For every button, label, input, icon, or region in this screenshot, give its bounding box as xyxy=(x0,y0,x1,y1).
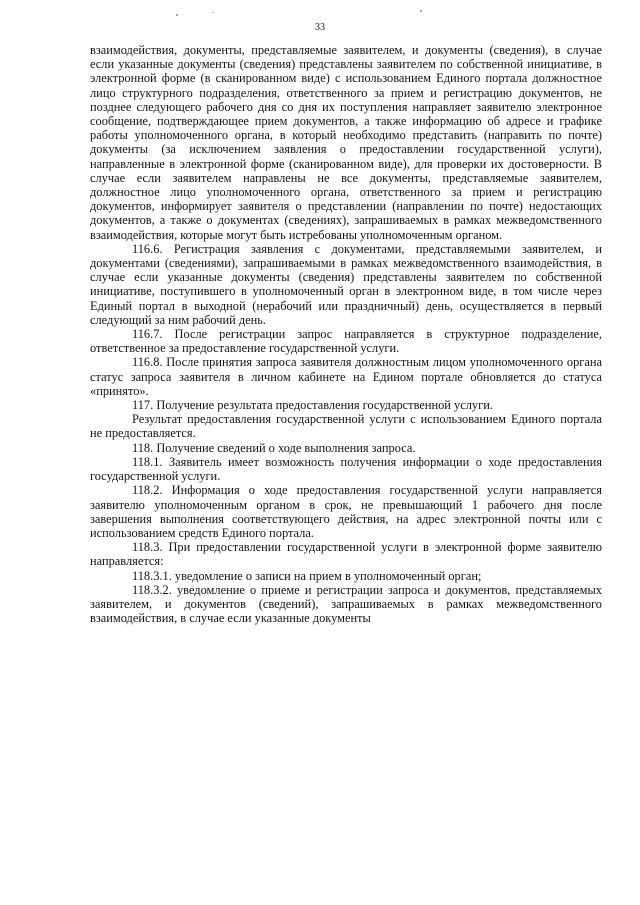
paragraph-117-result: Результат предоставления государственной услуги с использованием Единого портала не предоставляется. xyxy=(90,412,602,441)
paragraph-118-3-1: 118.3.1. уведомление о записи на прием в уполномоченный орган; xyxy=(132,568,482,583)
scan-speck xyxy=(420,10,422,12)
paragraph-118-3: 118.3. При предоставлении государственной услуги в электронной форме заявителю направляется: xyxy=(90,540,602,569)
paragraph-116-8: 116.8. После принятия запроса заявителя должностным лицом уполномоченного органа статус запроса заявителя в личном кабинете на Едином портале обновляется до статуса «принято». xyxy=(90,355,602,398)
paragraph-117: 117. Получение результата предоставления государственной услуги. xyxy=(132,398,493,413)
scan-speck xyxy=(176,14,178,16)
document-body xyxy=(90,43,602,625)
paragraph-118-2: 118.2. Информация о ходе предоставления государственной услуги направляется заявителю уполномоченным органом в срок, не превышающий 1 рабочего дня после завершения выполнения соответствующего действия, на адрес электронной почты или с использованием средств Единого портала. xyxy=(90,483,602,540)
paragraph-116-7: 116.7. После регистрации запрос направляется в структурное подразделение, ответственное за предоставление государственной услуги. xyxy=(90,327,602,356)
paragraph-continuation: взаимодействия, документы, представляемые заявителем, и документы (сведения), в случае если указанные документы (сведения) представлены заявителем по собственной инициативе, в электронной форме (в сканированном виде) с использованием Единого портала должностное лицо структурного подразделения, ответственного за прием и регистрацию документов, не позднее следующего рабочего дня со дня их поступления направляет заявителю электронное сообщение, подтверждающее прием документов, а также информацию об адресе и графике работы уполномоченного органа, в который необходимо представить (направить по почте) документы (за исключением заявления о предоставлении государственной услуги), направленные в электронной форме (сканированном виде), для проверки их достоверности. В случае если заявителем направлены не все документы, представляемые заявителем, должностное лицо уполномоченного органа, ответственного за прием и регистрацию документов, информирует заявителя о представлении (направлении по почте) недостающих документов, а также о документах (сведениях), запрашиваемых в рамках межведомственного взаимодействия, которые могут быть истребованы уполномоченным органом. xyxy=(90,43,602,242)
page-number: 33 xyxy=(315,22,325,33)
paragraph-118-1: 118.1. Заявитель имеет возможность получения информации о ходе предоставления государственной услуги. xyxy=(90,454,602,484)
scan-speck xyxy=(212,12,214,13)
paragraph-116-6: 116.6. Регистрация заявления с документами, представляемыми заявителем, и документами (сведениями), запрашиваемыми в рамках межведомственного взаимодействия, в случае если указанные документы (сведения) представлены заявителем по собственной инициативе, поступившего в уполномоченный орган в электронном виде, в том числе через Единый портал в выходной (нерабочий или праздничный) день, осуществляется в первый следующий за ним рабочий день. xyxy=(90,241,602,327)
paragraph-118-3-2: 118.3.2. уведомление о приеме и регистрации запроса и документов, представляемых заявителем, и документов (сведений), запрашиваемых в рамках межведомственного взаимодействия, в случае если указанные документы xyxy=(90,582,602,626)
paragraph-118: 118. Получение сведений о ходе выполнения запроса. xyxy=(132,440,416,455)
